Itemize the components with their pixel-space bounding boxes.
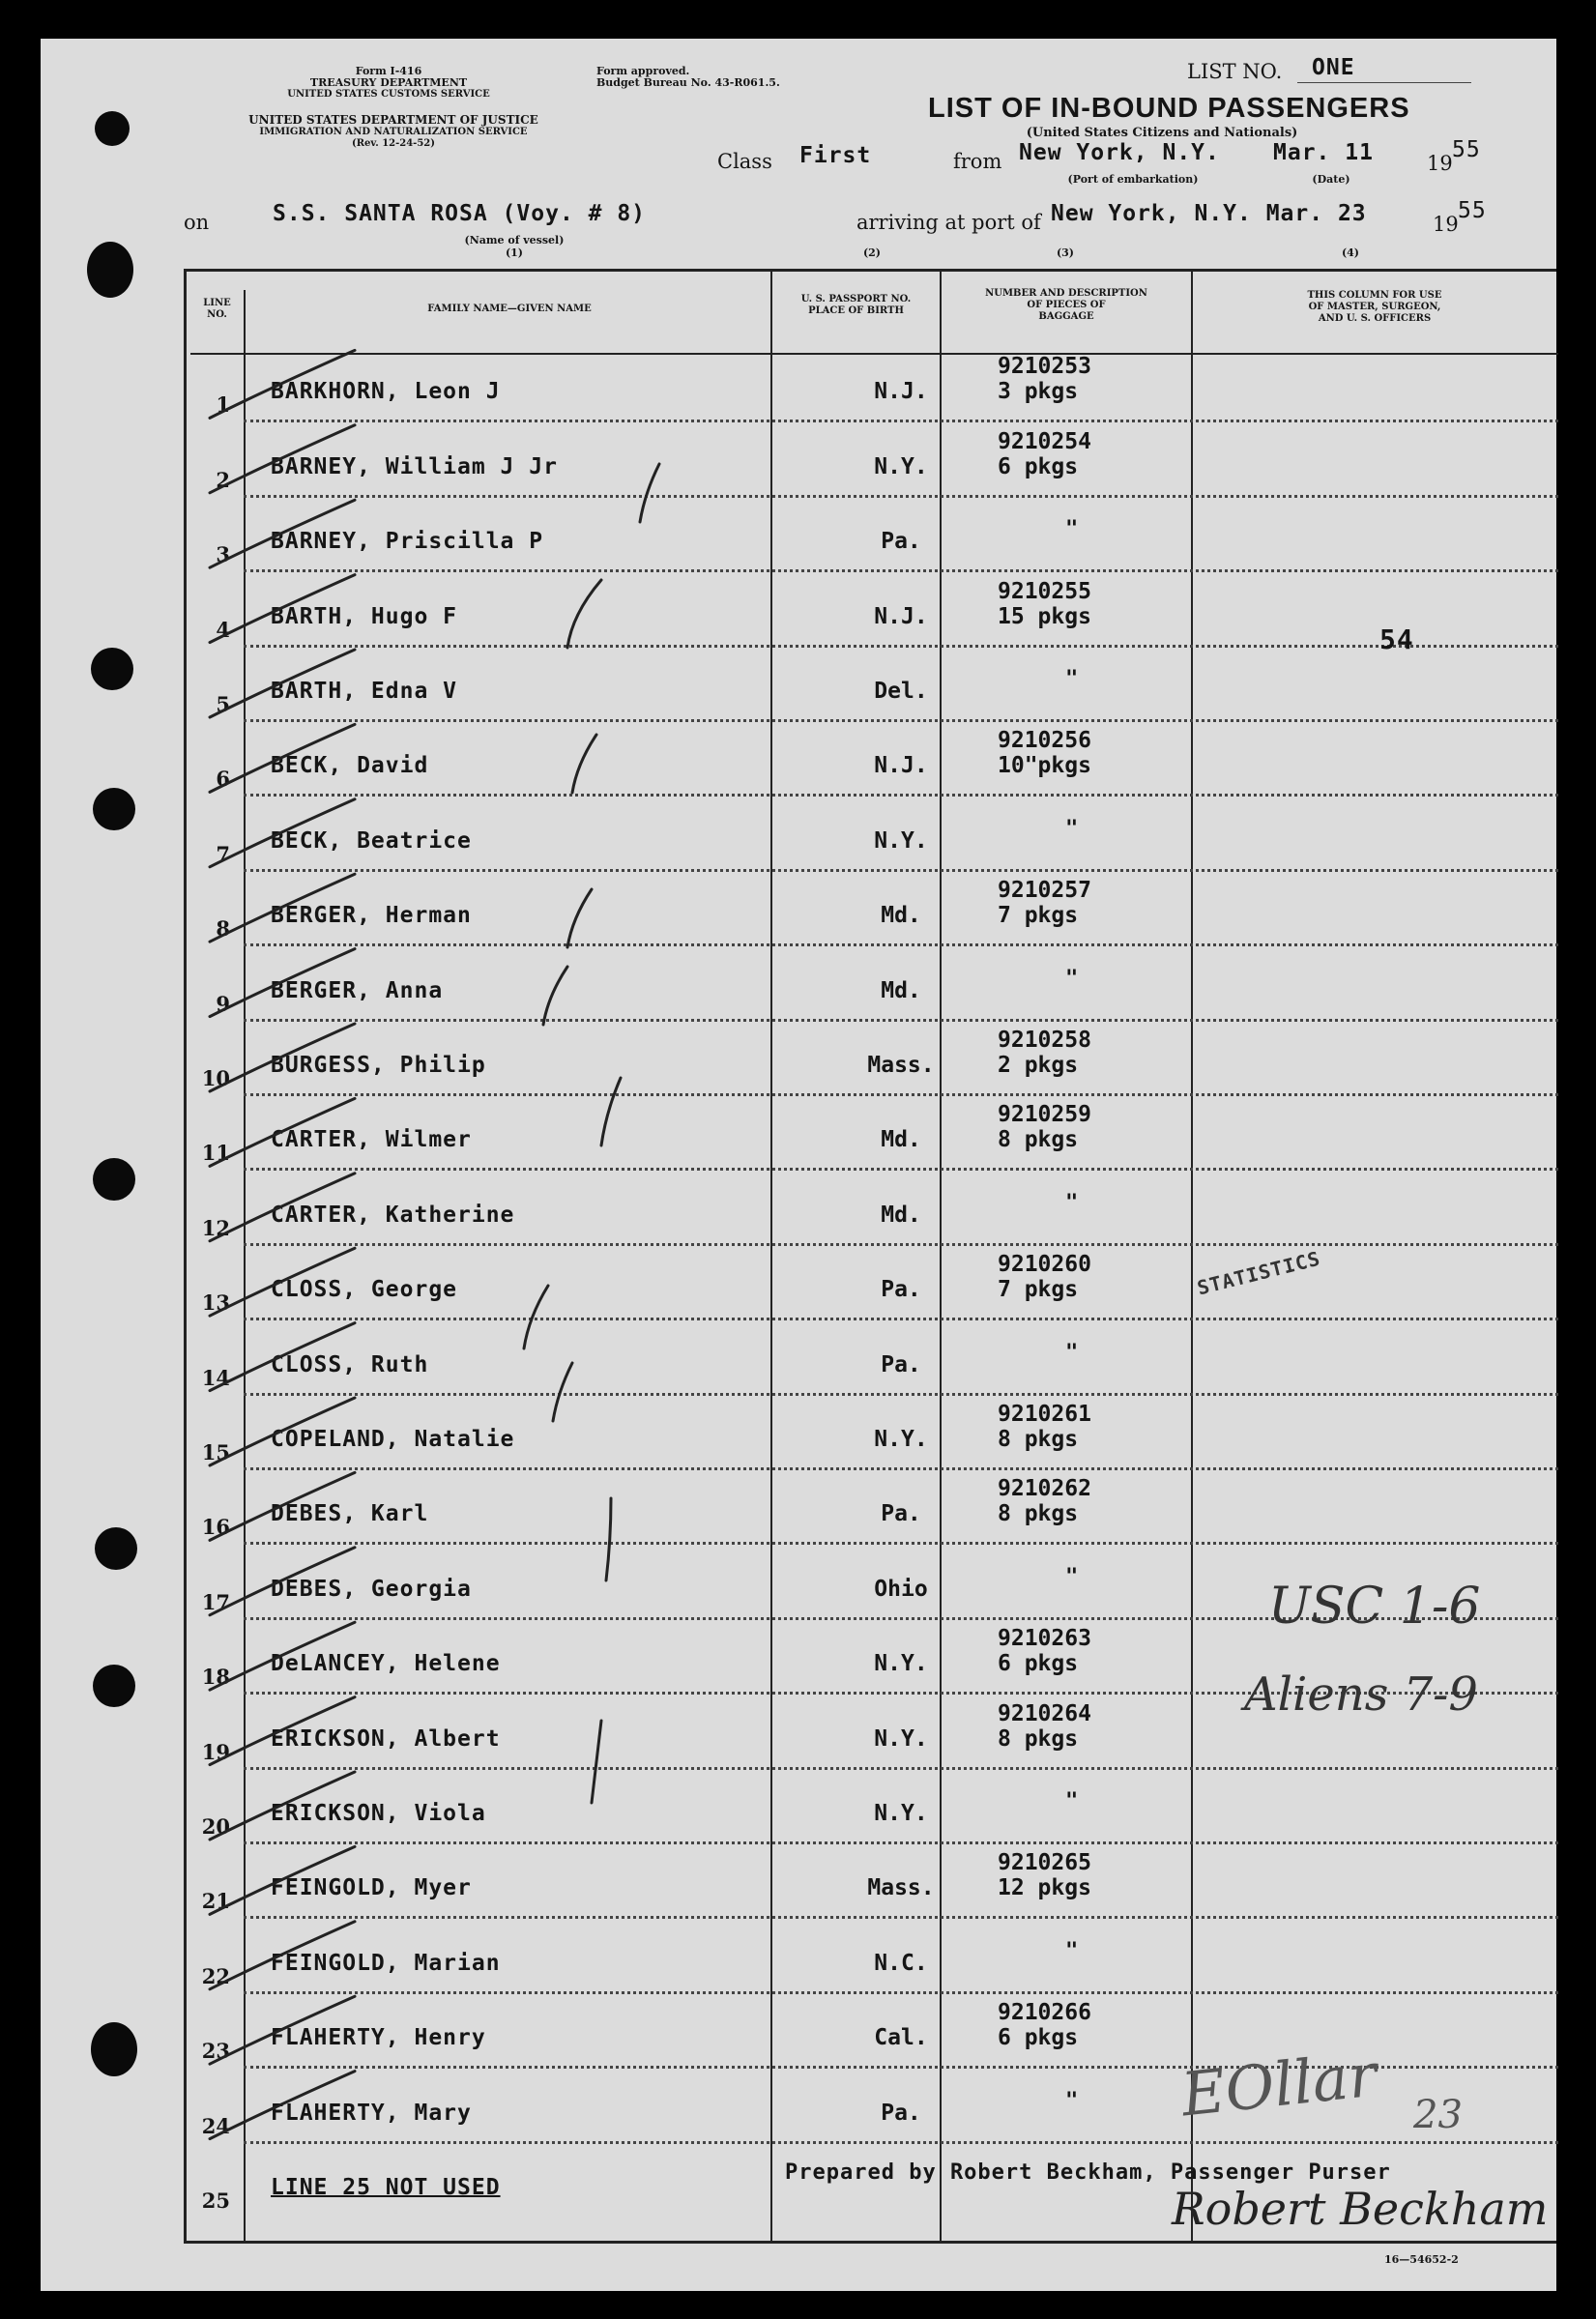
line-number: 15 [201,1440,230,1464]
tally-tick [210,1472,355,1540]
port-caption: (Port of embarkation) [1067,173,1199,186]
tally-tick [210,1846,355,1914]
line-number: 9 [216,991,230,1016]
place-of-birth: N.Y. [874,827,928,854]
passenger-name: BECK, David [271,753,429,779]
form-code: 16—54652-2 [1384,2253,1459,2266]
place-of-birth: Md. [881,903,921,929]
col-officers-1: THIS COLUMN FOR USE [1307,290,1442,301]
line-number: 11 [201,1141,230,1166]
passenger-name: CARTER, Katherine [271,1202,515,1228]
col-baggage-1: NUMBER AND DESCRIPTION [985,288,1147,299]
passenger-name: BECK, Beatrice [271,827,472,854]
place-of-birth: Pa. [881,1501,921,1527]
place-of-birth: Mass. [867,1875,935,1901]
baggage-ditto: " [1065,1789,1079,1813]
statistics-stamp: STATISTICS [1195,1246,1323,1300]
col-officers-3: AND U. S. OFFICERS [1318,313,1432,324]
line-number: 24 [201,2113,230,2138]
pencil-stroke [592,1721,601,1803]
baggage-number: 9210262 [998,1476,1091,1502]
baggage-number: 9210259 [998,1102,1091,1128]
passenger-name: COPELAND, Natalie [271,1427,515,1452]
passenger-name: DEBES, Karl [271,1501,429,1527]
arrive-year-value: 55 [1458,198,1487,223]
passenger-name: BARKHORN, Leon J [271,379,501,405]
caption-4: (4) [1341,246,1360,259]
line-number: 10 [201,1066,230,1090]
pencil-stroke [553,1363,572,1421]
place-of-birth: Cal. [874,2025,928,2051]
passenger-name: FEINGOLD, Marian [271,1950,501,1976]
tally-tick [210,1697,355,1765]
tally-tick [210,1996,355,2064]
caption-2: (2) [862,246,882,259]
class-label: Class [717,150,772,173]
place-of-birth: N.Y. [874,1801,928,1826]
baggage-number: 9210265 [998,1850,1091,1876]
line-number: 3 [216,542,230,567]
tally-tick [210,1098,355,1166]
line-number: 17 [201,1589,230,1614]
col-line-no-1: LINE [203,298,231,308]
baggage-ditto: " [1065,1190,1079,1215]
immigration-service: IMMIGRATION AND NATURALIZATION SERVICE [259,127,528,137]
baggage-pieces: 2 pkgs [998,1053,1079,1078]
tally-tick [210,799,355,867]
tally-tick [210,949,355,1017]
tally-tick [210,1772,355,1840]
arriving-label: arriving at port of [856,211,1041,234]
caption-1: (1) [505,246,524,259]
baggage-ditto: " [1065,1938,1079,1963]
col-baggage-3: BAGGAGE [1038,311,1094,322]
place-of-birth: Md. [881,977,921,1003]
pencil-stroke [567,580,601,648]
place-of-birth: Md. [881,1127,921,1153]
place-of-birth: N.J. [874,753,928,779]
tally-tick [210,1323,355,1391]
baggage-number: 9210261 [998,1402,1091,1427]
baggage-number: 9210260 [998,1252,1091,1278]
col-passport-1: U. S. PASSPORT NO. [800,294,912,304]
line-number: 12 [201,1215,230,1240]
year-prefix: 19 [1427,152,1453,175]
place-of-birth: Pa. [881,1277,921,1303]
baggage-ditto: " [1065,2088,1079,2113]
line-number: 6 [216,767,230,792]
on-label: on [184,211,210,234]
baggage-pieces: 8 pkgs [998,1427,1079,1452]
revision-date: (Rev. 12-24-52) [352,138,435,149]
baggage-ditto: " [1065,517,1079,542]
tally-tick [210,1248,355,1316]
page-title: LIST OF IN-BOUND PASSENGERS [928,93,1410,124]
vessel-caption: (Name of vessel) [464,234,565,246]
passenger-name: BARNEY, Priscilla P [271,529,544,555]
col-passport-2: PLACE OF BIRTH [808,305,904,316]
line-number: 14 [201,1365,230,1390]
passenger-name: FLAHERTY, Mary [271,2100,472,2126]
place-of-birth: N.C. [874,1950,928,1976]
baggage-number: 9210264 [998,1700,1091,1726]
baggage-pieces: 6 pkgs [998,1651,1079,1677]
prepared-by: Prepared by Robert Beckham, Passenger Purser [785,2160,1391,2185]
baggage-pieces: 15 pkgs [998,603,1091,629]
pencil-stroke [601,1078,621,1145]
line-number: 19 [201,1739,230,1764]
passenger-name: CLOSS, George [271,1277,458,1303]
baggage-pieces: 6 pkgs [998,2025,1079,2051]
baggage-number: 9210258 [998,1028,1091,1053]
baggage-ditto: " [1065,816,1079,841]
from-port-value: New York, N.Y. [1019,140,1220,165]
place-of-birth: Pa. [881,2100,921,2126]
baggage-number: 9210254 [998,428,1091,454]
officer-initials-2: 23 [1413,2093,1463,2137]
budget-bureau: Budget Bureau No. 43-R061.5. [596,76,780,89]
tally-tick [210,2072,355,2139]
baggage-ditto: " [1065,667,1079,691]
pencil-stroke [606,1498,611,1580]
col-name-header: FAMILY NAME—GIVEN NAME [427,304,592,314]
arrive-year-prefix: 19 [1433,213,1459,236]
date-caption: (Date) [1312,173,1350,186]
col-line-no-2: NO. [207,309,227,320]
passenger-name: BERGER, Herman [271,903,472,929]
tally-tick [210,1922,355,1989]
pencil-stroke [567,889,592,947]
pencil-stroke [572,735,596,793]
line-number: 16 [201,1515,230,1540]
list-no-label: LIST NO. [1187,60,1283,83]
line-number: 21 [201,1889,230,1914]
col-baggage-2: OF PIECES OF [1027,300,1106,310]
page-subtitle: (United States Citizens and Nationals) [1026,126,1298,140]
line-number: 7 [216,841,230,866]
tally-tick [210,575,355,643]
baggage-ditto: " [1065,1340,1079,1365]
caption-3: (3) [1056,246,1075,259]
row4-mark: 54 [1379,623,1414,655]
line-number: 20 [201,1814,230,1839]
pencil-stroke [524,1286,548,1348]
passenger-list-page [41,39,1556,2291]
passenger-name: LINE 25 NOT USED [271,2175,501,2200]
place-of-birth: N.Y. [874,453,928,479]
baggage-number: 9210253 [998,354,1091,380]
tally-tick [210,1622,355,1690]
place-of-birth: N.J. [874,379,928,405]
check-marks [41,39,1556,2291]
pencil-stroke [543,967,567,1025]
col-officers-2: OF MASTER, SURGEON, [1308,302,1441,312]
department-of-justice: UNITED STATES DEPARTMENT OF JUSTICE [248,113,538,127]
place-of-birth: N.Y. [874,1651,928,1677]
passenger-name: ERICKSON, Viola [271,1801,486,1826]
usc-note: USC 1-6 [1268,1578,1481,1636]
from-label: from [953,150,1002,173]
passenger-name: CLOSS, Ruth [271,1351,429,1377]
form-number: Form I-416 [355,65,422,77]
passenger-name: BARTH, Hugo F [271,603,458,629]
pencil-stroke [640,464,659,522]
form-approved: Form approved. [596,65,690,77]
passenger-name: BERGER, Anna [271,977,444,1003]
aliens-note: Aliens 7-9 [1244,1667,1478,1722]
baggage-pieces: 8 pkgs [998,1127,1079,1153]
from-date-value: Mar. 11 [1273,140,1374,165]
tally-tick [210,650,355,717]
year-value: 55 [1452,137,1481,162]
baggage-number: 9210255 [998,578,1091,604]
passenger-name: BARTH, Edna V [271,679,458,704]
class-value: First [799,143,872,168]
tally-tick [210,724,355,792]
vessel-value: S.S. SANTA ROSA (Voy. # 8) [273,201,647,226]
place-of-birth: N.J. [874,603,928,629]
line-number: 5 [216,692,230,716]
place-of-birth: Del. [874,679,928,704]
place-of-birth: Md. [881,1202,921,1228]
tally-tick [210,350,355,418]
baggage-pieces: 12 pkgs [998,1875,1091,1901]
place-of-birth: Pa. [881,1351,921,1377]
tally-tick [210,1174,355,1241]
list-no-value: ONE [1312,55,1355,80]
place-of-birth: Ohio [874,1576,928,1602]
place-of-birth: Mass. [867,1053,935,1078]
baggage-ditto: " [1065,1564,1079,1589]
tally-tick [210,874,355,942]
passenger-name: BARNEY, William J Jr [271,453,558,479]
place-of-birth: N.Y. [874,1427,928,1452]
baggage-pieces: 10"pkgs [998,753,1091,779]
line-number: 8 [216,916,230,942]
customs-service: UNITED STATES CUSTOMS SERVICE [287,89,490,100]
baggage-pieces: 7 pkgs [998,1277,1079,1303]
line-number: 2 [216,467,230,492]
line-number: 13 [201,1290,230,1316]
tally-tick [210,1398,355,1465]
passenger-name: BURGESS, Philip [271,1053,486,1078]
treasury-department: TREASURY DEPARTMENT [309,76,468,89]
tally-tick [210,425,355,493]
baggage-pieces: 7 pkgs [998,903,1079,929]
baggage-number: 9210256 [998,728,1091,754]
line-number: 18 [201,1665,230,1690]
arriving-value: New York, N.Y. Mar. 23 [1051,201,1367,226]
line-number: 25 [201,2189,230,2213]
line-number: 4 [216,617,230,642]
passenger-name: FLAHERTY, Henry [271,2025,486,2051]
baggage-number: 9210266 [998,2000,1091,2026]
baggage-pieces: 6 pkgs [998,453,1079,479]
line-number: 23 [201,2039,230,2064]
officer-initials: EOllar [1177,2039,1380,2131]
purser-signature: Robert Beckham [1172,2183,1549,2235]
line-number: 22 [201,1963,230,1988]
tally-tick [210,500,355,567]
baggage-number: 9210257 [998,878,1091,904]
passenger-name: DEBES, Georgia [271,1576,472,1602]
baggage-pieces: 8 pkgs [998,1501,1079,1527]
passenger-name: CARTER, Wilmer [271,1127,472,1153]
baggage-pieces: 3 pkgs [998,379,1079,405]
tally-tick [210,1548,355,1615]
baggage-pieces: 8 pkgs [998,1725,1079,1752]
line-number: 1 [216,392,230,418]
place-of-birth: Pa. [881,529,921,555]
baggage-number: 9210263 [998,1626,1091,1652]
tally-tick [210,1024,355,1091]
passenger-name: FEINGOLD, Myer [271,1875,472,1901]
baggage-ditto: " [1065,966,1079,991]
passenger-name: DeLANCEY, Helene [271,1651,501,1677]
passenger-name: ERICKSON, Albert [271,1725,501,1752]
place-of-birth: N.Y. [874,1725,928,1752]
